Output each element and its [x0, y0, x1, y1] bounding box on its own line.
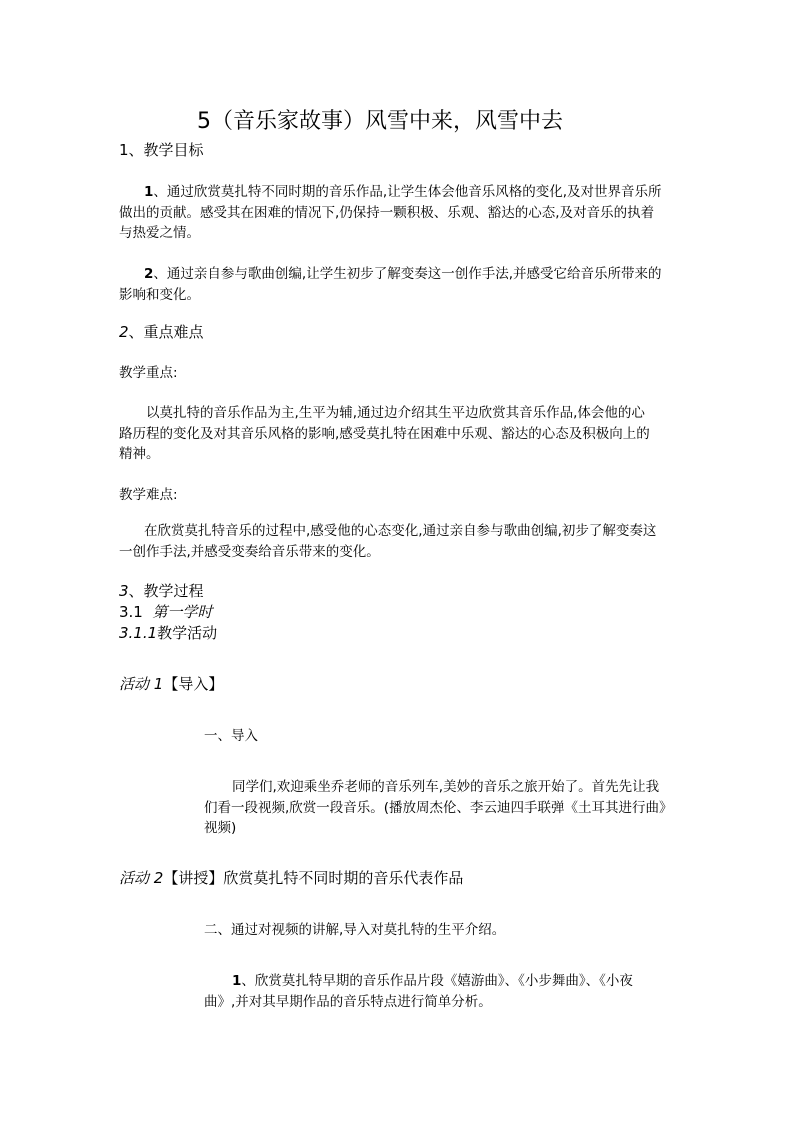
activity2-tag: 【讲授】欣赏莫扎特不同时期的音乐代表作品 [163, 869, 464, 887]
activity1-line3: 视频) [204, 820, 237, 836]
subsection-3-1-1 [119, 622, 217, 643]
activity2-item1-text: 、欣赏莫扎特早期的音乐作品片段《嬉游曲》、《小步舞曲》、《小夜 [241, 973, 633, 989]
section2-heading [119, 321, 204, 342]
key-line2: 路历程的变化及对其音乐风格的影响,感受莫扎特在困难中乐观、豁达的心态及积极向上的 [119, 426, 650, 442]
section3-heading-text: 、教学过程 [128, 582, 204, 600]
activity1-label: 活动 1 [119, 675, 164, 693]
section2-heading-text: 、重点难点 [128, 323, 204, 341]
activity2-label: 活动 2 [119, 869, 164, 887]
goal1-text: 、通过欣赏莫扎特不同时期的音乐作品,让学生体会他音乐风格的变化,及对世界音乐所 [153, 184, 662, 200]
goal2-line2: 影响和变化。 [119, 287, 200, 303]
section3-heading [119, 580, 204, 601]
activity1-line1: 同学们,欢迎乘坐乔老师的音乐列车,美妙的音乐之旅开始了。首先先让我 [232, 779, 660, 795]
page-title: 5（音乐家故事）风雪中来，风雪中去 [197, 109, 563, 134]
section2-number: 2 [119, 323, 129, 341]
activity1-line2: 们看一段视频,欣赏一段音乐。(播放周杰伦、李云迪四手联弹《土耳其进行曲》 [204, 800, 673, 816]
subsection-3-1-number: 3.1 [119, 603, 143, 621]
key-points-label: 教学重点: [119, 365, 178, 381]
difficulty-line2: 一创作手法,并感受变奏给音乐带来的变化。 [119, 544, 380, 560]
key-line3: 精神。 [119, 446, 160, 462]
activity2-item1-line2: 曲》,并对其早期作品的音乐特点进行简单分析。 [204, 994, 492, 1010]
goal2-text: 、通过亲自参与歌曲创编,让学生初步了解变奏这一创作手法,并感受它给音乐所带来的 [153, 266, 662, 282]
subsection-3-1 [119, 601, 212, 622]
activity2-item1-number: 1 [232, 973, 242, 989]
activity1-tag: 【导入】 [163, 675, 224, 693]
goal1-number: 1 [144, 184, 154, 200]
goal2-number: 2 [144, 266, 154, 282]
activity2-item1-line1 [232, 969, 633, 989]
activity2-step: 二、通过对视频的讲解,导入对莫扎特的生平介绍。 [204, 922, 506, 938]
activity2-heading [119, 867, 463, 888]
goal1-line2: 做出的贡献。感受其在困难的情况下,仍保持一颗积极、乐观、豁达的心态,及对音乐的执着 [119, 205, 655, 221]
goal1-line3: 与热爱之情。 [119, 225, 200, 241]
goal2-line1 [144, 262, 662, 282]
section3-number: 3 [119, 582, 129, 600]
key-line1: 以莫扎特的音乐作品为主,生平为辅,通过边介绍其生平边欣赏其音乐作品,体会他的心 [146, 405, 645, 421]
section1-heading: 1、教学目标 [119, 141, 204, 159]
difficulty-line1: 在欣赏莫扎特音乐的过程中,感受他的心态变化,通过亲自参与歌曲创编,初步了解变奏这 [144, 523, 657, 539]
activity1-heading [119, 673, 223, 694]
subsection-3-1-1-text: 教学活动 [157, 624, 218, 642]
difficulty-label: 教学难点: [119, 487, 178, 503]
goal1-line1 [144, 180, 662, 200]
subsection-3-1-1-number: 3.1.1 [119, 624, 158, 642]
activity1-step: 一、导入 [204, 728, 258, 744]
subsection-3-1-text: 第一学时 [152, 603, 213, 621]
